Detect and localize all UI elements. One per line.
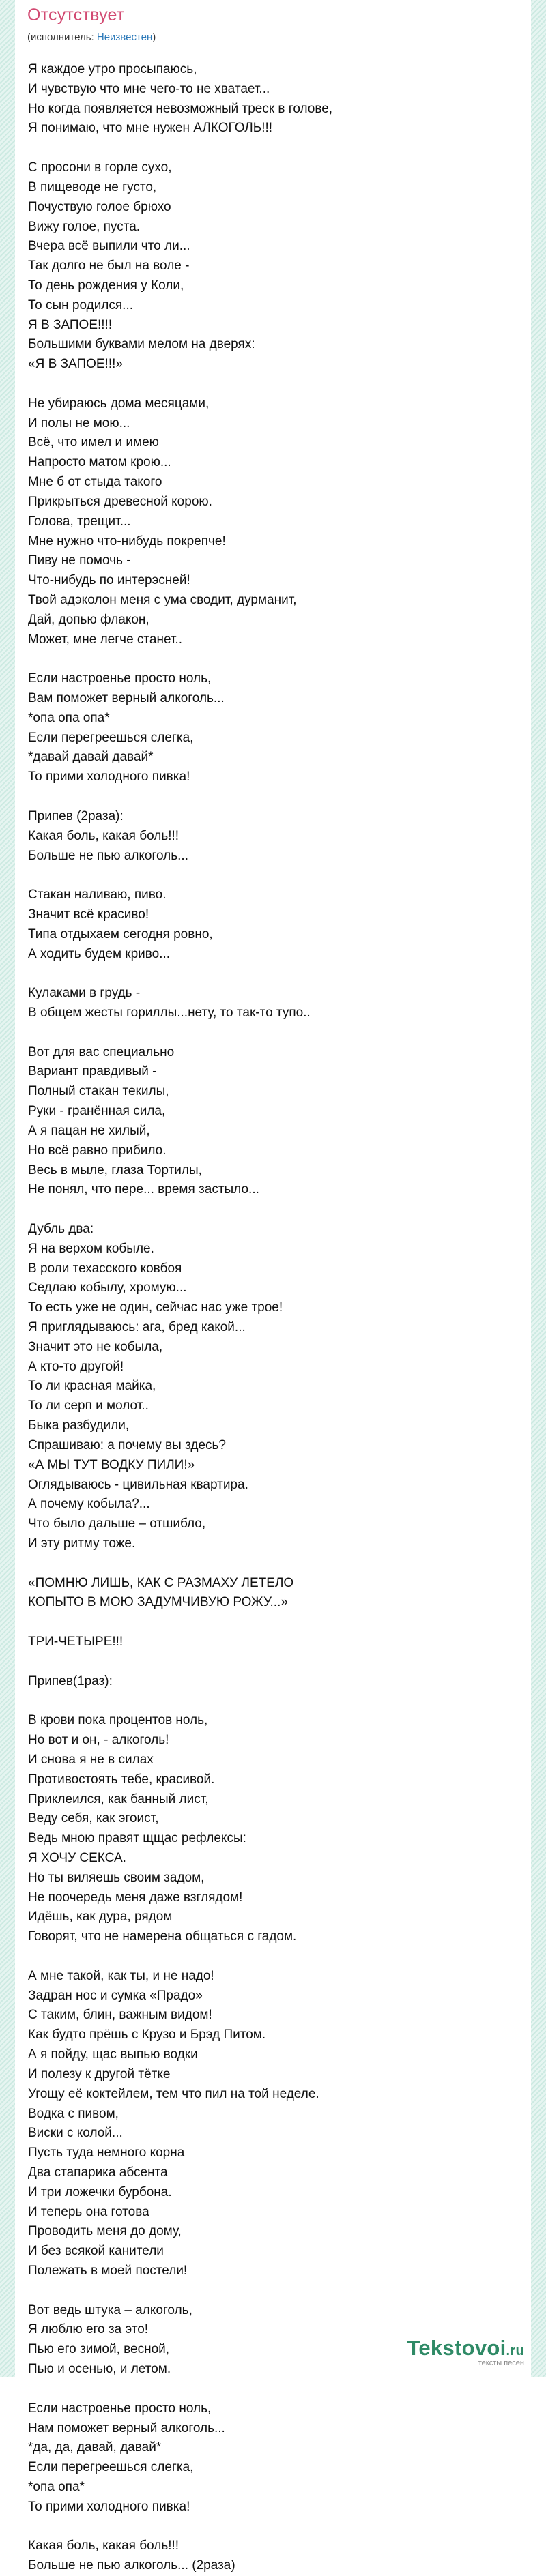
lyric-line: Но вот и он, - алкоголь! xyxy=(28,1733,169,1748)
lyric-line: Я понимаю, что мне нужен АЛКОГОЛЬ!!! xyxy=(28,121,273,136)
lyric-line: А почему кобыла?... xyxy=(28,1497,150,1512)
lyric-line: «А МЫ ТУТ ВОДКУ ПИЛИ!» xyxy=(28,1457,195,1472)
lyric-line: Значит всё красиво! xyxy=(28,907,149,922)
stanza-break xyxy=(28,1652,519,1672)
lyric-line: И снова я не в силах xyxy=(28,1752,154,1767)
stanza-break xyxy=(28,2517,519,2537)
lyric-line: Если настроенье просто ноль, xyxy=(28,2401,212,2416)
lyric-line: И чувствую что мне чего-то не хватает... xyxy=(28,81,270,96)
lyric-line: Я на верхом кобыле. xyxy=(28,1241,154,1256)
lyric-line: Ведь мною правят щщас рефлексы: xyxy=(28,1831,246,1846)
lyric-line: А кто-то другой! xyxy=(28,1359,124,1374)
stanza-break xyxy=(28,787,519,807)
lyric-line: А ходить будем криво... xyxy=(28,946,171,961)
lyric-line: Вариант правдивый - xyxy=(28,1064,157,1079)
lyric-line: Большими буквами мелом на дверях: xyxy=(28,337,255,352)
lyric-line: «ПОМНЮ ЛИШЬ, КАК С РАЗМАХУ ЛЕТЕЛО xyxy=(28,1575,294,1590)
lyric-line: Напросто матом крою... xyxy=(28,455,171,470)
lyric-line: В роли техасского ковбоя xyxy=(28,1261,182,1276)
lyric-line: Вам поможет верный алкоголь... xyxy=(28,691,225,705)
lyric-line: Какая боль, какая боль!!! xyxy=(28,2538,179,2553)
lyric-line: С таким, блин, важным видом! xyxy=(28,2008,212,2023)
lyric-line: Идёшь, как дура, рядом xyxy=(28,1909,173,1924)
lyric-line: Мне нужно что-нибудь покрепче! xyxy=(28,533,226,548)
lyric-line: Веду себя, как эгоист, xyxy=(28,1811,159,1826)
lyric-line: Я каждое утро просыпаюсь, xyxy=(28,62,197,76)
logo-tagline: тексты песен xyxy=(478,2359,524,2367)
lyric-line: И эту ритму тоже. xyxy=(28,1536,136,1551)
lyric-line: И теперь она готова xyxy=(28,2204,149,2219)
lyric-line: Проводить меня до дому, xyxy=(28,2224,182,2239)
lyric-line: Припев(1раз): xyxy=(28,1673,113,1688)
lyric-line: Пиву не помочь - xyxy=(28,553,131,568)
logo-name: Tekstovoi xyxy=(407,2336,506,2360)
lyric-line: Голова, трещит... xyxy=(28,514,131,529)
stanza-break xyxy=(28,375,519,394)
lyric-line: Стакан наливаю, пиво. xyxy=(28,888,167,903)
lyric-line: Если перегреешься слегка, xyxy=(28,730,194,745)
lyric-line: То ли серп и молот.. xyxy=(28,1399,149,1414)
performer-line xyxy=(27,31,156,43)
lyric-line: Как будто прёшь с Крузо и Брэд Питом. xyxy=(28,2028,266,2043)
lyric-line: А мне такой, как ты, и не надо! xyxy=(28,1968,214,1983)
lyric-line: Задран нос и сумка «Прадо» xyxy=(28,1988,203,2003)
lyrics-text xyxy=(28,60,519,2576)
lyric-line: Вчера всё выпили что ли... xyxy=(28,239,190,254)
artist-link[interactable]: Неизвестен xyxy=(96,31,153,43)
lyric-line: И полы не мою... xyxy=(28,415,130,430)
lyric-line: Какая боль, какая боль!!! xyxy=(28,828,179,843)
lyric-line: Спрашиваю: а почему вы здесь? xyxy=(28,1437,227,1452)
stanza-break xyxy=(28,866,519,886)
lyric-line: Полный стакан текилы, xyxy=(28,1084,169,1099)
stanza-break xyxy=(28,138,519,158)
lyric-line: Не убираюсь дома месяцами, xyxy=(28,396,210,411)
lyric-line: Угощу её коктейлем, тем что пил на той неделе. xyxy=(28,2086,319,2101)
stanza-break xyxy=(28,2380,519,2399)
stanza-break xyxy=(28,1947,519,1967)
lyric-line: Говорят, что не намерена общаться с гадом. xyxy=(28,1929,297,1944)
lyric-line: Весь в мыле, глаза Тортилы, xyxy=(28,1162,202,1177)
stanza-break xyxy=(28,2281,519,2301)
lyric-line: Дай, допью флакон, xyxy=(28,612,149,627)
lyric-line: А я пацан не хилый, xyxy=(28,1123,150,1138)
lyric-line: Может, мне легче станет.. xyxy=(28,632,183,647)
right-decorative-strip xyxy=(531,0,546,2377)
lyric-line: Если перегреешься слегка, xyxy=(28,2460,194,2475)
lyric-line: Оглядываюсь - цивильная квартира. xyxy=(28,1477,248,1492)
lyric-line: Дубль два: xyxy=(28,1221,94,1236)
lyric-line: Я люблю его за это! xyxy=(28,2322,149,2337)
lyric-line: Вот для вас специально xyxy=(28,1044,175,1059)
lyric-line: И полезу к другой тётке xyxy=(28,2066,171,2081)
lyric-line: Почуствую голое брюхо xyxy=(28,199,171,214)
lyric-line: То прими холодного пивка! xyxy=(28,770,190,785)
lyric-line: В пищеводе не густо, xyxy=(28,179,157,194)
stanza-break xyxy=(28,1554,519,1574)
lyric-line: Водка с пивом, xyxy=(28,2106,119,2121)
lyric-line: Руки - гранённая сила, xyxy=(28,1104,166,1119)
lyric-line: Что-нибудь по интерэсней! xyxy=(28,573,190,588)
lyric-line: Но когда появляется невозможный треск в голове, xyxy=(28,101,333,116)
lyric-line: Полежать в моей постели! xyxy=(28,2264,188,2278)
lyric-line: То день рождения у Коли, xyxy=(28,278,184,293)
lyric-line: Не поочередь меня даже взглядом! xyxy=(28,1890,243,1905)
lyric-line: ТРИ-ЧЕТЫРЕ!!! xyxy=(28,1635,124,1649)
lyric-line: Вижу голое, пуста. xyxy=(28,219,141,234)
lyric-line: Я приглядываюсь: ага, бред какой... xyxy=(28,1320,246,1334)
site-watermark-logo xyxy=(407,2336,524,2367)
lyric-line: Не понял, что пере... время застыло... xyxy=(28,1182,259,1197)
lyric-line: Быка разбудили, xyxy=(28,1418,130,1433)
performer-prefix: (исполнитель: xyxy=(27,31,97,43)
lyric-line: Прикрыться древесной корою. xyxy=(28,494,212,509)
lyric-line: Седлаю кобылу, хромую... xyxy=(28,1280,187,1296)
song-title: Отсутствует xyxy=(27,5,125,25)
lyric-line: *давай давай давай* xyxy=(28,750,154,765)
lyric-line: Значит это не кобыла, xyxy=(28,1339,163,1354)
logo-tld: .ru xyxy=(506,2343,524,2358)
lyric-line: *опа опа* xyxy=(28,2479,85,2494)
lyric-line: А я пойду, щас выпью водки xyxy=(28,2047,198,2062)
lyric-line: Приклеился, как банный лист, xyxy=(28,1791,209,1806)
lyric-line: Если настроенье просто ноль, xyxy=(28,671,212,686)
performer-suffix: ) xyxy=(152,31,156,43)
lyric-line: Виски с колой... xyxy=(28,2126,123,2141)
lyric-line: Но всё равно прибило. xyxy=(28,1143,167,1158)
lyric-line: *опа опа опа* xyxy=(28,710,110,725)
lyrics-page xyxy=(15,0,531,2573)
lyric-line: Противостоять тебе, красивой. xyxy=(28,1772,215,1787)
lyric-line: Всё, что имел и имею xyxy=(28,435,159,450)
lyric-line: Но ты виляешь своим задом, xyxy=(28,1870,205,1885)
lyric-line: Два стапарика абсента xyxy=(28,2165,168,2180)
stanza-break xyxy=(28,1613,519,1633)
lyric-line: В крови пока процентов ноль, xyxy=(28,1713,208,1728)
lyric-line: Мне б от стыда такого xyxy=(28,475,162,490)
lyric-line: То прими холодного пивка! xyxy=(28,2499,190,2514)
lyric-line: Припев (2раза): xyxy=(28,808,124,823)
stanza-break xyxy=(28,1691,519,1711)
stanza-break xyxy=(28,1200,519,1220)
lyric-line: Пусть туда немного корна xyxy=(28,2146,185,2161)
lyric-line: В общем жесты гориллы...нету, то так-то тупо.. xyxy=(28,1006,311,1020)
stanza-break xyxy=(28,1023,519,1043)
lyric-line: Пью его зимой, весной, xyxy=(28,2342,170,2357)
lyric-line: То ли красная майка, xyxy=(28,1379,156,1394)
lyric-line: Вот ведь штука – алкоголь, xyxy=(28,2302,192,2317)
lyric-line: Кулаками в грудь - xyxy=(28,986,141,1001)
lyric-line: И без всякой канители xyxy=(28,2244,164,2259)
lyric-line: Больше не пью алкоголь... xyxy=(28,848,188,863)
stanza-break xyxy=(28,649,519,669)
lyric-line: Я В ЗАПОЕ!!!! xyxy=(28,317,113,332)
lyric-line: И три ложечки бурбона. xyxy=(28,2184,172,2199)
lyric-line: *да, да, давай, давай* xyxy=(28,2440,162,2455)
lyric-line: КОПЫТО В МОЮ ЗАДУМЧИВУЮ РОЖУ...» xyxy=(28,1595,288,1610)
lyric-line: «Я В ЗАПОЕ!!!» xyxy=(28,357,123,372)
lyric-line: С просони в горле сухо, xyxy=(28,160,172,175)
lyric-line: Пью и осенью, и летом. xyxy=(28,2362,171,2377)
lyric-line: Нам поможет верный алкоголь... xyxy=(28,2420,225,2435)
lyric-line: Больше не пью алкоголь... (2раза) xyxy=(28,2558,235,2573)
lyric-line: Типа отдыхаем сегодня ровно, xyxy=(28,926,213,941)
lyric-line: То есть уже не один, сейчас нас уже трое! xyxy=(28,1300,283,1315)
lyric-line: Я ХОЧУ СЕКСА. xyxy=(28,1850,126,1865)
lyric-line: Твой адэколон меня с ума сводит, дурманит, xyxy=(28,592,297,607)
lyric-line: То сын родился... xyxy=(28,297,134,312)
lyric-line: Что было дальше – отшибло, xyxy=(28,1517,206,1532)
stanza-break xyxy=(28,964,519,984)
left-decorative-strip xyxy=(0,0,15,2377)
lyric-line: Так долго не был на воле - xyxy=(28,259,190,274)
